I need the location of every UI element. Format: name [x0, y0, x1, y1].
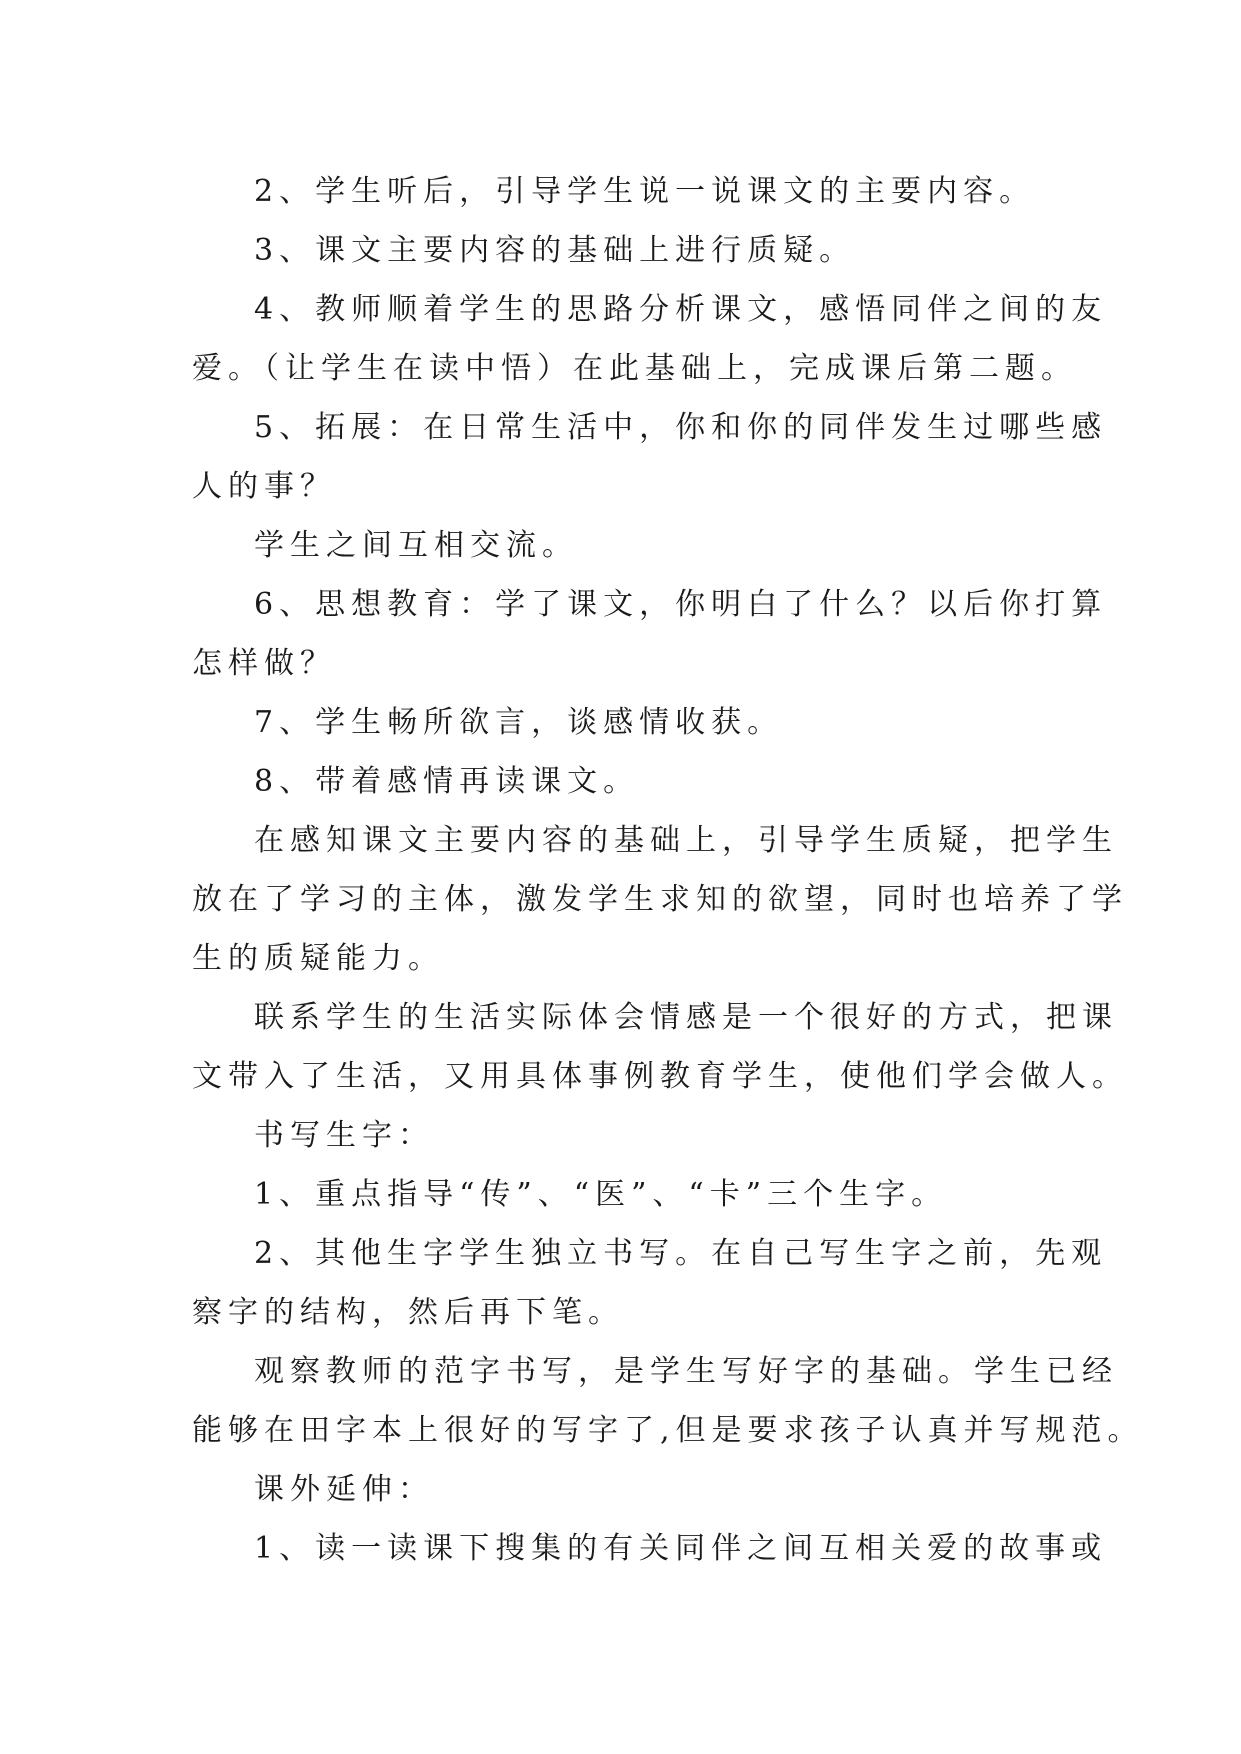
text-line: 课外延伸：: [254, 1472, 434, 1507]
text-line: 生的质疑能力。: [192, 941, 444, 976]
text-line: 5、拓展：在日常生活中，你和你的同伴发生过哪些感: [254, 410, 1108, 445]
text-line: 7、学生畅所欲言，谈感情收获。: [254, 705, 784, 740]
text-line: 1、重点指导“传”、“医”、“卡”三个生字。: [254, 1177, 948, 1212]
text-line: 察字的结构，然后再下笔。: [192, 1295, 624, 1330]
text-line: 放在了学习的主体，激发学生求知的欲望，同时也培养了学: [192, 882, 1128, 917]
text-line: 人的事？: [192, 469, 336, 504]
text-line: 2、其他生字学生独立书写。在自己写生字之前，先观: [254, 1236, 1108, 1271]
text-line: 联系学生的生活实际体会情感是一个很好的方式，把课: [254, 1000, 1118, 1035]
text-line: 8、带着感情再读课文。: [254, 764, 640, 799]
text-line: 观察教师的范字书写，是学生写好字的基础。学生已经: [254, 1354, 1118, 1389]
text-line: 学生之间互相交流。: [254, 528, 578, 563]
text-line: 在感知课文主要内容的基础上，引导学生质疑，把学生: [254, 823, 1118, 858]
document-body: [192, 162, 1144, 1578]
text-line: 4、教师顺着学生的思路分析课文，感悟同伴之间的友: [254, 292, 1108, 327]
text-line: 3、课文主要内容的基础上进行质疑。: [254, 233, 856, 268]
text-line: 爱。（让学生在读中悟）在此基础上，完成课后第二题。: [192, 351, 1077, 386]
text-line: 怎样做？: [192, 646, 336, 681]
text-line: 能够在田字本上很好的写字了,但是要求孩子认真并写规范。: [192, 1413, 1144, 1448]
text-line: 1、读一读课下搜集的有关同伴之间互相关爱的故事或: [254, 1531, 1108, 1566]
text-line: 2、学生听后，引导学生说一说课文的主要内容。: [254, 174, 1036, 209]
text-line: 文带入了生活，又用具体事例教育学生，使他们学会做人。: [192, 1059, 1128, 1094]
text-line: 书写生字：: [254, 1118, 434, 1153]
text-line: 6、思想教育：学了课文，你明白了什么？以后你打算: [254, 587, 1108, 622]
